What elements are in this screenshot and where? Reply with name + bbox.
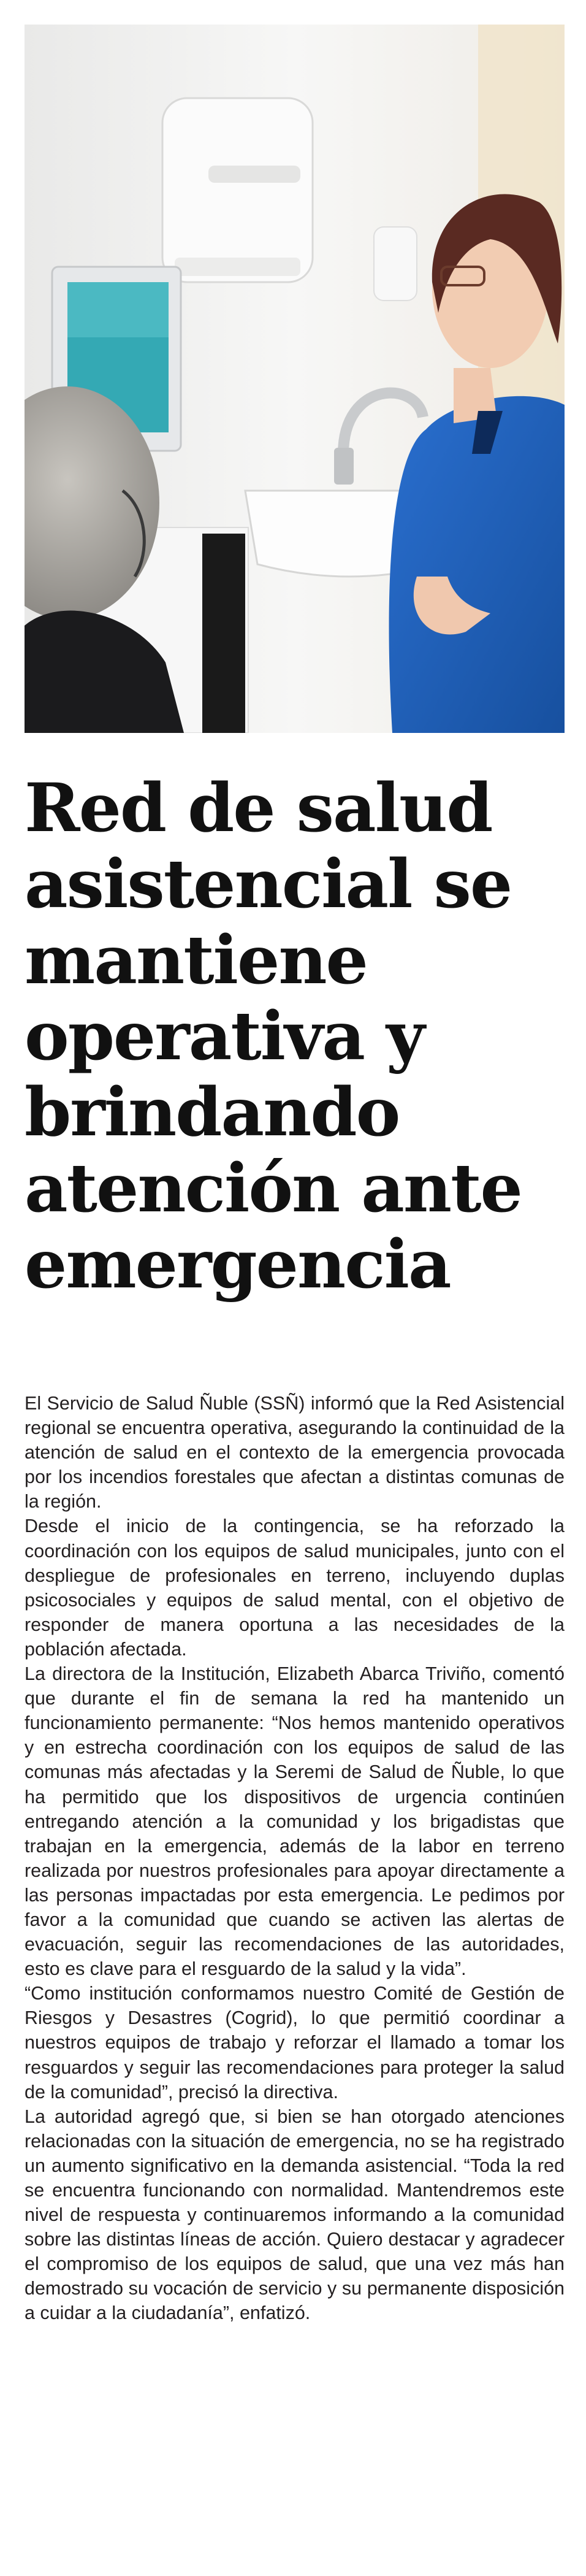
article-photo	[25, 25, 565, 733]
article-paragraph: La autoridad agregó que, si bien se han otorgado atenciones relacionadas con la situación de emergencia, no se ha registrado un aumento significativo en la demanda asistencial. “Toda la red se encuentra funcionando con normalidad. Mantendremos este nivel de respuesta y continuaremos informando a la comunidad sobre las distintas líneas de acción. Quiero destacar y agradecer el compromiso de los equipos de salud, que una vez más han demostrado su vocación de servicio y su permanente disposición a cuidar a la ciudadanía”, enfatizó.	[25, 2106, 565, 2324]
headline: Red de salud asistencial se mantiene operativa y brindando atención ante emergencia	[25, 769, 522, 1303]
dispenser	[162, 98, 313, 282]
article-body	[25, 1391, 565, 2326]
article-paragraph: Desde el inicio de la contingencia, se ha reforzado la coordinación con los equipos de salud municipales, junto con el despliegue de profesionales en terreno, incluyendo duplas psicosociales y equipos de salud mental, con el objetivo de responder de manera oportuna a las necesidades de la población afectada.	[25, 1516, 565, 1660]
article-paragraph: “Como institución conformamos nuestro Comité de Gestión de Riesgos y Desastres (Cogrid), lo que permitió coordinar a nuestros equipos de trabajo y reforzar el llamado a tomar los resguardos y seguir las recomendaciones para proteger la salud de la comunidad”, precisó la directiva.	[25, 1983, 565, 2103]
article-paragraph: La directora de la Institución, Elizabeth Abarca Triviño, comentó que durante el fin de semana la red ha mantenido un funcionamiento permanente: “Nos hemos mantenido operativos y en estrecha coordinación con los equipos de salud de las comunas más afectadas y la Seremi de Salud de Ñuble, lo que ha permitido que los dispositivos de urgencia continúen entregando atención a la comunidad y los brigadistas que trabajan en la emergencia, además de la labor en terreno realizada por nuestros profesionales para apoyar directamente a las personas impactadas por esta emergencia. Le pedimos por favor a la comunidad que cuando se activen las alertas de evacuación, seguir las recomendaciones de las autoridades, esto es clave para el resguardo de la salud y la vida”.	[25, 1663, 565, 1980]
clinic-scene-illustration	[25, 25, 565, 733]
article-paragraph: El Servicio de Salud Ñuble (SSÑ) informó que la Red Asistencial regional se encuentra operativa, asegurando la continuidad de la atención de salud en el contexto de la emergencia provocada por los incendios forestales que afectan a distintas comunas de la región.	[25, 1393, 565, 1512]
